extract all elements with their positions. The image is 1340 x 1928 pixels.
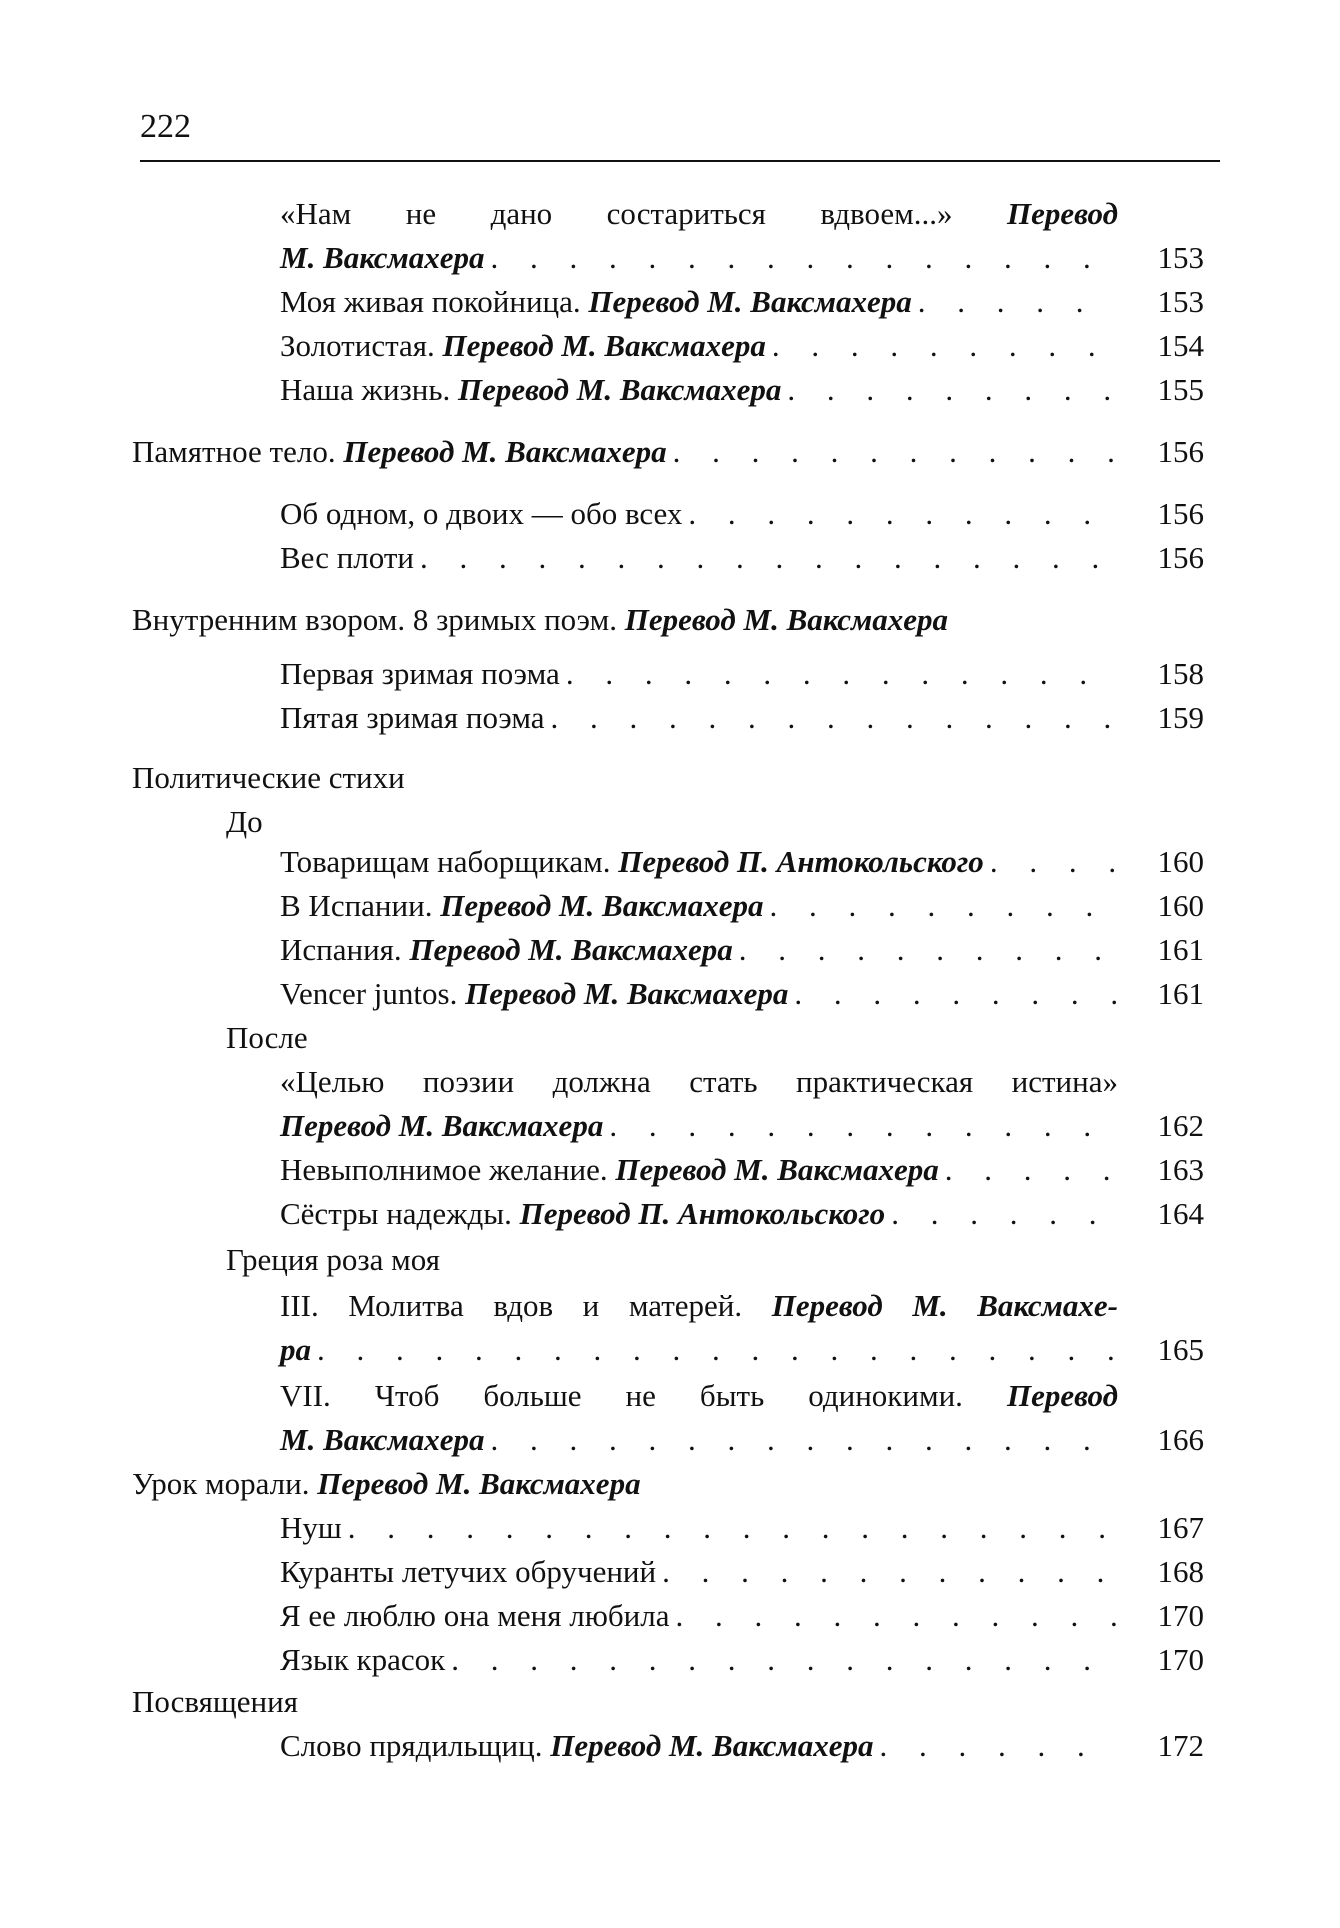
- toc-entry[interactable]: Vencer juntos. Перевод М. Ваксмахера . . .: [280, 972, 1122, 1016]
- toc-entry[interactable]: Я ее люблю она меня любила . . .: [280, 1594, 1122, 1638]
- page-ref: 170: [1157, 1642, 1204, 1677]
- toc-entry[interactable]: Об одном, о двоих — обо всех . . .: [280, 492, 1122, 536]
- toc-entry[interactable]: Испания. Перевод М. Ваксмахера . . .: [280, 928, 1122, 972]
- page-ref: 170: [1157, 1598, 1204, 1633]
- toc-entry[interactable]: Нуш . . .: [280, 1506, 1122, 1550]
- page-ref: 156: [1157, 434, 1204, 469]
- page-ref: 155: [1157, 372, 1204, 407]
- page-ref: 165: [1157, 1332, 1204, 1367]
- leader-dots: [348, 1506, 1116, 1550]
- leader-dots: [317, 1328, 1116, 1372]
- toc-section-heading[interactable]: Урок морали. Перевод М. Ваксмахера: [132, 1466, 641, 1501]
- page-ref: 166: [1157, 1422, 1204, 1457]
- toc-subsection-heading: Греция роза моя: [226, 1242, 440, 1277]
- page-ref: 154: [1157, 328, 1204, 363]
- toc-entry[interactable]: «Целью поэзии должна стать практическая истина»: [280, 1064, 1118, 1099]
- page-ref: 160: [1157, 888, 1204, 923]
- toc-entry[interactable]: Язык красок . . .: [280, 1638, 1122, 1682]
- leader-dots: [662, 1550, 1116, 1594]
- page-ref: 164: [1157, 1196, 1204, 1231]
- toc-section-heading[interactable]: Посвящения: [132, 1684, 298, 1719]
- toc-entry[interactable]: Моя живая покойница. Перевод М. Ваксмахера . . .: [280, 280, 1122, 324]
- page-ref: 168: [1157, 1554, 1204, 1589]
- page-ref: 160: [1157, 844, 1204, 879]
- page-ref: 161: [1157, 976, 1204, 1011]
- leader-dots: [770, 884, 1116, 928]
- toc-entry[interactable]: VII. Чтоб больше не быть одинокими. Перевод: [280, 1378, 1119, 1413]
- page-ref: 163: [1157, 1152, 1204, 1187]
- leader-dots: [787, 368, 1116, 412]
- leader-dots: [420, 536, 1116, 580]
- page-ref: 162: [1157, 1108, 1204, 1143]
- leader-dots: [551, 696, 1116, 740]
- page-ref: 159: [1157, 700, 1204, 735]
- leader-dots: [739, 928, 1116, 972]
- toc-section-heading[interactable]: Внутренним взором. 8 зримых поэм. Перевод М. Ваксмахера: [132, 602, 949, 637]
- page-ref: 153: [1157, 240, 1204, 275]
- leader-dots: [772, 324, 1116, 368]
- header-rule: [140, 160, 1220, 162]
- leader-dots: [676, 1594, 1117, 1638]
- toc-entry[interactable]: III. Молитва вдов и матерей. Перевод М. Ваксмахе-: [280, 1288, 1118, 1323]
- leader-dots: [990, 840, 1116, 884]
- toc-subsection-heading: После: [226, 1020, 308, 1055]
- leader-dots: [673, 430, 1116, 474]
- leader-dots: [880, 1724, 1116, 1768]
- toc-entry[interactable]: Товарищам наборщикам. Перевод П. Антокольского . . .: [280, 840, 1122, 884]
- toc-entry[interactable]: Перевод М. Ваксмахера . . .: [280, 1104, 1122, 1148]
- toc-entry[interactable]: Слово прядильщиц. Перевод М. Ваксмахера . . .: [280, 1724, 1122, 1768]
- toc-entry[interactable]: Золотистая. Перевод М. Ваксмахера . . .: [280, 324, 1122, 368]
- toc-entry: «Нам не дано состариться вдвоем...» Перевод: [280, 196, 1119, 231]
- page-ref: 153: [1157, 284, 1204, 319]
- toc-entry[interactable]: Невыполнимое желание. Перевод М. Ваксмахера . . .: [280, 1148, 1122, 1192]
- leader-dots: [609, 1104, 1116, 1148]
- toc-entry[interactable]: М. Ваксмахера . . .: [280, 236, 1122, 280]
- toc-subsection-heading: До: [226, 804, 263, 839]
- page-ref: 156: [1157, 540, 1204, 575]
- leader-dots: [688, 492, 1116, 536]
- leader-dots: [918, 280, 1116, 324]
- toc-entry[interactable]: Памятное тело. Перевод М. Ваксмахера . . .: [132, 430, 1122, 474]
- leader-dots: [794, 972, 1116, 1016]
- page-number: 222: [140, 108, 191, 145]
- toc-entry[interactable]: Куранты летучих обручений . . .: [280, 1550, 1122, 1594]
- toc-entry[interactable]: ра . . .: [280, 1328, 1122, 1372]
- toc-section-heading[interactable]: Политические стихи: [132, 760, 405, 795]
- page-ref: 172: [1157, 1728, 1204, 1763]
- toc-entry[interactable]: М. Ваксмахера . . .: [280, 1418, 1122, 1462]
- leader-dots: [566, 652, 1116, 696]
- page-ref: 158: [1157, 656, 1204, 691]
- toc-entry[interactable]: Наша жизнь. Перевод М. Ваксмахера . . .: [280, 368, 1122, 412]
- leader-dots: [491, 236, 1116, 280]
- page-ref: 161: [1157, 932, 1204, 967]
- page-ref: 156: [1157, 496, 1204, 531]
- leader-dots: [451, 1638, 1116, 1682]
- toc-entry[interactable]: В Испании. Перевод М. Ваксмахера . . .: [280, 884, 1122, 928]
- toc-entry[interactable]: Первая зримая поэма . . .: [280, 652, 1122, 696]
- leader-dots: [945, 1148, 1116, 1192]
- leader-dots: [491, 1418, 1116, 1462]
- leader-dots: [891, 1192, 1116, 1236]
- toc-entry[interactable]: Вес плоти . . .: [280, 536, 1122, 580]
- toc-entry[interactable]: Сёстры надежды. Перевод П. Антокольского . . .: [280, 1192, 1122, 1236]
- page-ref: 167: [1157, 1510, 1204, 1545]
- toc-entry[interactable]: Пятая зримая поэма . . .: [280, 696, 1122, 740]
